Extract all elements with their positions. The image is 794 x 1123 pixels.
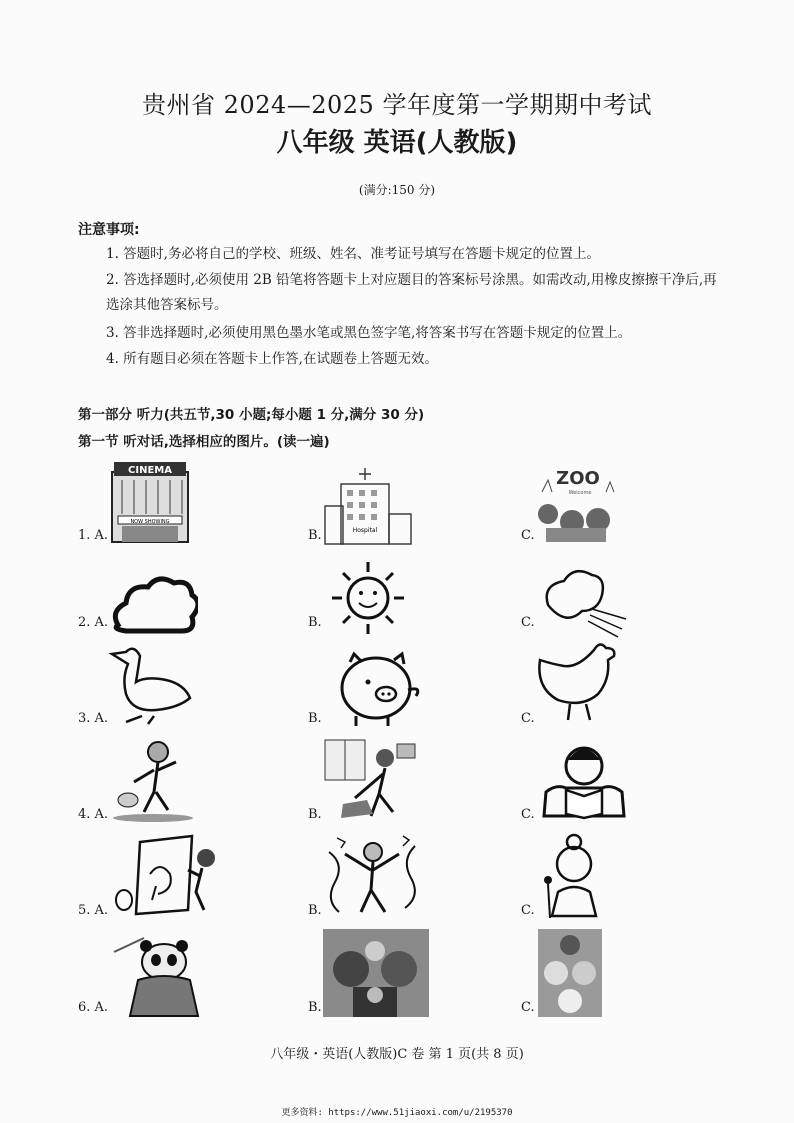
- hospital-sign: Hospital: [352, 527, 378, 534]
- cloudy-icon: [108, 565, 198, 645]
- part-heading: 第一部分 听力(共五节,30 小题;每小题 1 分,满分 30 分): [78, 407, 425, 423]
- cinema-sign: CINEMA: [128, 465, 172, 476]
- cinema-icon: [108, 458, 192, 546]
- notice-item-4: 4. 所有题目必须在答题卡上作答,在试题卷上答题无效。: [106, 351, 438, 367]
- q4-option-a: 4. A.: [78, 807, 109, 822]
- goose-icon: [108, 640, 198, 726]
- zoo-welcome: Welcome: [568, 490, 592, 496]
- hen-icon: [534, 638, 624, 726]
- section-heading: 第一节 听对话,选择相应的图片。(读一遍): [78, 434, 330, 450]
- q4-option-b: B.: [308, 807, 322, 822]
- notice-item-1: 1. 答题时,务必将自己的学校、班级、姓名、准考证号填写在答题卡规定的位置上。: [106, 246, 600, 262]
- q2-option-c: C.: [521, 615, 535, 630]
- reading-icon: [540, 738, 628, 822]
- page-footer: 八年级・英语(人教版)C 卷 第 1 页(共 8 页): [270, 1047, 524, 1062]
- q6-option-b: B.: [308, 1000, 322, 1015]
- zoo-sign: ZOO: [556, 468, 600, 489]
- notice-item-2: 2. 答选择题时,必须使用 2B 铅笔将答题卡上对应题目的答案标号涂黑。如需改动,用橡皮擦擦干净后,再选涂其他答案标号。: [106, 272, 717, 313]
- walk-dog-icon: [110, 736, 196, 822]
- q3-option-c: C.: [521, 711, 535, 726]
- panda-warrior-icon: [112, 928, 208, 1018]
- pig-icon: [336, 650, 426, 730]
- more-resources-link[interactable]: 更多资料: https://www.51jiaoxi.com/u/2195370: [281, 1108, 513, 1118]
- notice-heading: 注意事项:: [78, 222, 140, 238]
- q1-option-b: B.: [308, 528, 322, 543]
- windy-icon: [538, 565, 628, 645]
- drawing-icon: [110, 834, 222, 920]
- sweep-floor-icon: [323, 738, 417, 822]
- sunny-icon: [323, 558, 413, 638]
- q6-option-c: C.: [521, 1000, 535, 1015]
- q1-option-c: C.: [521, 528, 535, 543]
- exam-title: 贵州省 2024—2025 学年度第一学期期中考试: [142, 91, 652, 119]
- exam-subtitle: 八年级 英语(人教版): [276, 128, 518, 158]
- singing-icon: [536, 832, 606, 920]
- bears-cartoon-icon: [323, 929, 429, 1017]
- now-showing-text: NOW SHOWING: [130, 519, 170, 525]
- notice-item-3: 3. 答非选择题时,必须使用黑色墨水笔或黑色签字笔,将答案书写在答题卡规定的位置上。: [106, 325, 632, 341]
- full-score: (满分:150 分): [358, 183, 436, 197]
- q5-option-a: 5. A.: [78, 903, 109, 918]
- q2-option-a: 2. A.: [78, 615, 109, 630]
- q2-option-b: B.: [308, 615, 322, 630]
- q1-option-a: 1. A.: [78, 528, 109, 543]
- q5-option-c: C.: [521, 903, 535, 918]
- q5-option-b: B.: [308, 903, 322, 918]
- zoo-icon: [536, 462, 616, 546]
- goats-cartoon-icon: [538, 929, 602, 1017]
- q3-option-a: 3. A.: [78, 711, 109, 726]
- q3-option-b: B.: [308, 711, 322, 726]
- q4-option-c: C.: [521, 807, 535, 822]
- dancing-icon: [323, 832, 421, 920]
- hospital-icon: [323, 466, 415, 546]
- q6-option-a: 6. A.: [78, 1000, 109, 1015]
